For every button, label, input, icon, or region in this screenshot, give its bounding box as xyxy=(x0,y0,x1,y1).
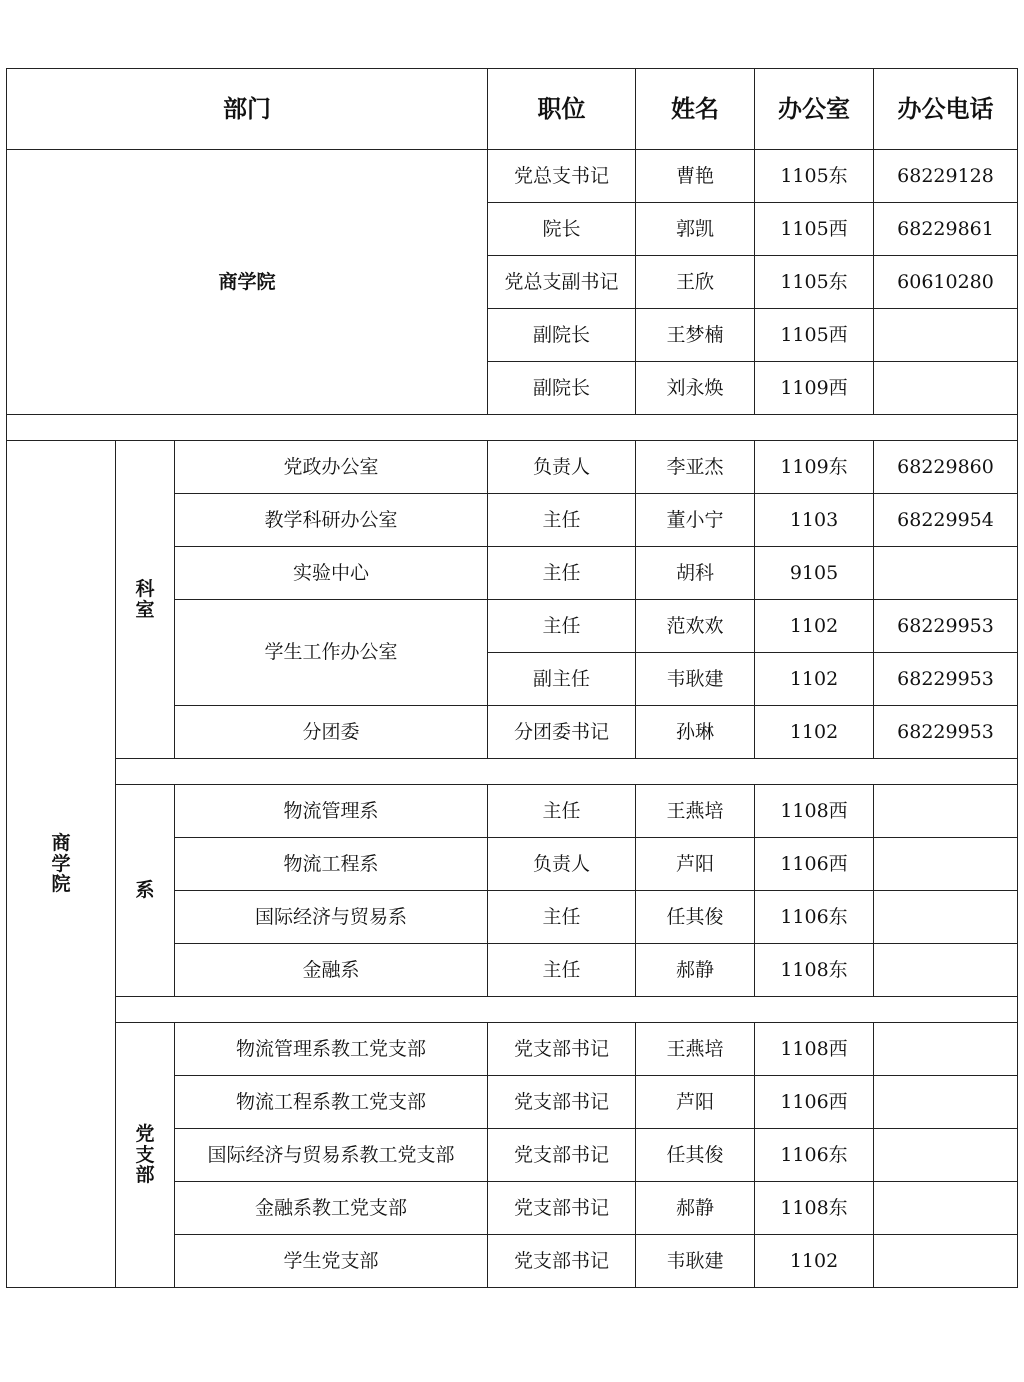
spacer-row xyxy=(7,759,1018,785)
phone-cell xyxy=(874,838,1018,891)
unit-cell: 金融系 xyxy=(175,944,488,997)
name-cell: 郝静 xyxy=(636,1182,755,1235)
header-phone: 办公电话 xyxy=(874,69,1018,150)
office-cell: 1102 xyxy=(755,600,874,653)
position-cell: 党支部书记 xyxy=(488,1182,636,1235)
unit-cell: 物流工程系教工党支部 xyxy=(175,1076,488,1129)
header-position: 职位 xyxy=(488,69,636,150)
name-cell: 韦耿建 xyxy=(636,1235,755,1288)
college-label: 商学院 xyxy=(7,441,116,1288)
spacer-row xyxy=(7,997,1018,1023)
phone-cell: 68229953 xyxy=(874,600,1018,653)
office-cell: 1105西 xyxy=(755,203,874,256)
phone-cell xyxy=(874,1129,1018,1182)
header-row xyxy=(7,69,1018,150)
table-row xyxy=(7,785,1018,838)
phone-cell xyxy=(874,547,1018,600)
name-cell: 曹艳 xyxy=(636,150,755,203)
position-cell: 主任 xyxy=(488,891,636,944)
phone-cell xyxy=(874,1023,1018,1076)
phone-cell: 68229953 xyxy=(874,653,1018,706)
unit-cell: 物流工程系 xyxy=(175,838,488,891)
office-cell: 1103 xyxy=(755,494,874,547)
phone-cell xyxy=(874,1182,1018,1235)
spacer-cell xyxy=(116,997,1018,1023)
office-cell: 1102 xyxy=(755,653,874,706)
party-label: 党支部 xyxy=(116,1023,175,1288)
position-cell: 主任 xyxy=(488,785,636,838)
position-cell: 副院长 xyxy=(488,362,636,415)
office-cell: 1102 xyxy=(755,1235,874,1288)
unit-cell: 金融系教工党支部 xyxy=(175,1182,488,1235)
phone-cell xyxy=(874,1235,1018,1288)
office-cell: 1106东 xyxy=(755,891,874,944)
position-cell: 院长 xyxy=(488,203,636,256)
table-row xyxy=(7,441,1018,494)
phone-cell xyxy=(874,891,1018,944)
office-cell: 1108西 xyxy=(755,1023,874,1076)
name-cell: 董小宁 xyxy=(636,494,755,547)
office-cell: 1109西 xyxy=(755,362,874,415)
office-cell: 1109东 xyxy=(755,441,874,494)
departments-label: 系 xyxy=(116,785,175,997)
office-cell: 1106西 xyxy=(755,1076,874,1129)
spacer-row xyxy=(7,415,1018,441)
position-cell: 主任 xyxy=(488,547,636,600)
unit-cell: 国际经济与贸易系 xyxy=(175,891,488,944)
name-cell: 任其俊 xyxy=(636,1129,755,1182)
unit-cell: 物流管理系教工党支部 xyxy=(175,1023,488,1076)
name-cell: 芦阳 xyxy=(636,838,755,891)
position-cell: 副院长 xyxy=(488,309,636,362)
position-cell: 主任 xyxy=(488,600,636,653)
unit-cell: 党政办公室 xyxy=(175,441,488,494)
name-cell: 孙琳 xyxy=(636,706,755,759)
position-cell: 党总支书记 xyxy=(488,150,636,203)
office-cell: 1102 xyxy=(755,706,874,759)
leadership-dept: 商学院 xyxy=(7,150,488,415)
phone-cell xyxy=(874,785,1018,838)
phone-cell xyxy=(874,944,1018,997)
name-cell: 王燕培 xyxy=(636,1023,755,1076)
phone-cell: 68229861 xyxy=(874,203,1018,256)
table-row xyxy=(7,1023,1018,1076)
phone-cell xyxy=(874,309,1018,362)
office-cell: 1106西 xyxy=(755,838,874,891)
position-cell: 主任 xyxy=(488,944,636,997)
unit-cell: 学生党支部 xyxy=(175,1235,488,1288)
position-cell: 党总支副书记 xyxy=(488,256,636,309)
phone-cell: 60610280 xyxy=(874,256,1018,309)
position-cell: 党支部书记 xyxy=(488,1076,636,1129)
office-cell: 1105西 xyxy=(755,309,874,362)
position-cell: 分团委书记 xyxy=(488,706,636,759)
name-cell: 任其俊 xyxy=(636,891,755,944)
name-cell: 李亚杰 xyxy=(636,441,755,494)
office-cell: 1108东 xyxy=(755,1182,874,1235)
office-cell: 1108西 xyxy=(755,785,874,838)
office-cell: 1105东 xyxy=(755,150,874,203)
phone-cell xyxy=(874,1076,1018,1129)
spacer-cell xyxy=(7,415,1018,441)
phone-cell: 68229953 xyxy=(874,706,1018,759)
unit-cell: 教学科研办公室 xyxy=(175,494,488,547)
name-cell: 郭凯 xyxy=(636,203,755,256)
name-cell: 韦耿建 xyxy=(636,653,755,706)
phone-cell: 68229128 xyxy=(874,150,1018,203)
name-cell: 芦阳 xyxy=(636,1076,755,1129)
table-row xyxy=(7,150,1018,203)
header-name: 姓名 xyxy=(636,69,755,150)
header-office: 办公室 xyxy=(755,69,874,150)
offices-label: 科室 xyxy=(116,441,175,759)
unit-cell: 物流管理系 xyxy=(175,785,488,838)
position-cell: 副主任 xyxy=(488,653,636,706)
name-cell: 范欢欢 xyxy=(636,600,755,653)
unit-cell: 分团委 xyxy=(175,706,488,759)
phone-cell: 68229860 xyxy=(874,441,1018,494)
name-cell: 胡科 xyxy=(636,547,755,600)
office-cell: 1106东 xyxy=(755,1129,874,1182)
unit-cell: 国际经济与贸易系教工党支部 xyxy=(175,1129,488,1182)
office-cell: 1108东 xyxy=(755,944,874,997)
position-cell: 负责人 xyxy=(488,838,636,891)
name-cell: 王梦楠 xyxy=(636,309,755,362)
position-cell: 主任 xyxy=(488,494,636,547)
office-cell: 9105 xyxy=(755,547,874,600)
phone-cell: 68229954 xyxy=(874,494,1018,547)
spacer-cell xyxy=(116,759,1018,785)
position-cell: 负责人 xyxy=(488,441,636,494)
phone-cell xyxy=(874,362,1018,415)
name-cell: 王燕培 xyxy=(636,785,755,838)
office-cell: 1105东 xyxy=(755,256,874,309)
position-cell: 党支部书记 xyxy=(488,1129,636,1182)
position-cell: 党支部书记 xyxy=(488,1023,636,1076)
position-cell: 党支部书记 xyxy=(488,1235,636,1288)
header-dept: 部门 xyxy=(7,69,488,150)
name-cell: 刘永焕 xyxy=(636,362,755,415)
unit-cell: 学生工作办公室 xyxy=(175,600,488,706)
directory-table xyxy=(6,68,1018,1288)
unit-cell: 实验中心 xyxy=(175,547,488,600)
name-cell: 王欣 xyxy=(636,256,755,309)
name-cell: 郝静 xyxy=(636,944,755,997)
